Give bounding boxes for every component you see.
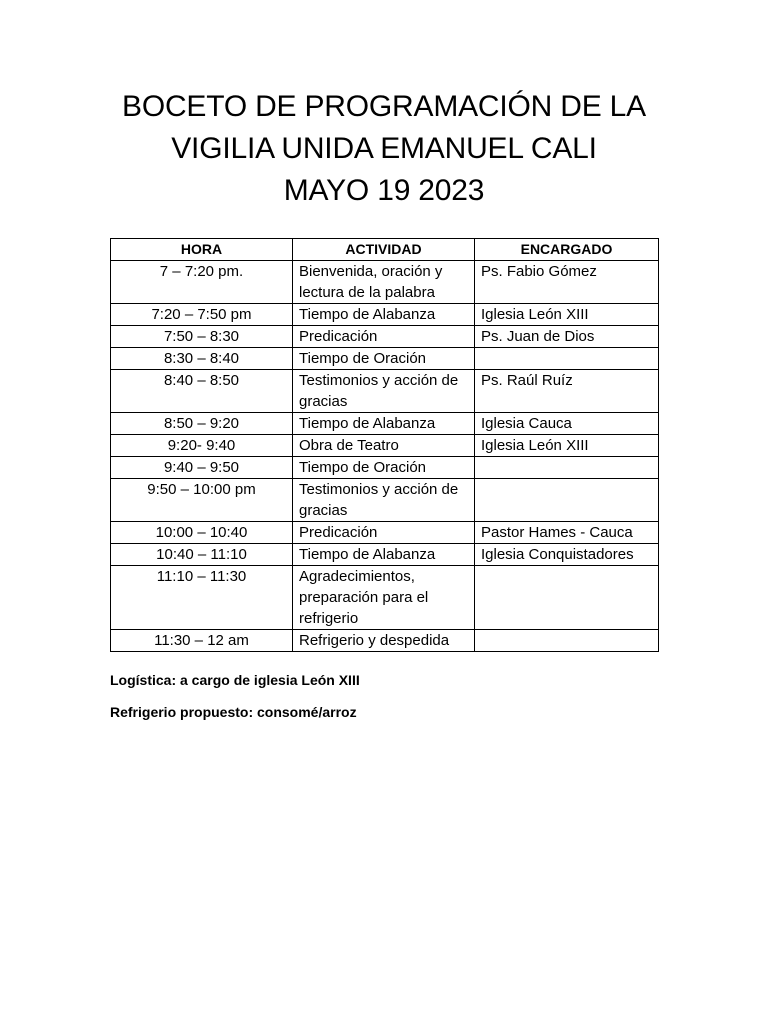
cell-encargado [475,566,659,630]
cell-actividad: Predicación [293,522,475,544]
cell-hora: 10:00 – 10:40 [111,522,293,544]
cell-hora: 7 – 7:20 pm. [111,261,293,304]
cell-actividad: Tiempo de Alabanza [293,304,475,326]
table-row [111,522,659,544]
cell-actividad: Tiempo de Oración [293,457,475,479]
cell-hora: 9:40 – 9:50 [111,457,293,479]
schedule-table [110,238,659,652]
cell-encargado: Iglesia Conquistadores [475,544,659,566]
cell-actividad: Testimonios y acción de gracias [293,370,475,413]
cell-encargado: Ps. Raúl Ruíz [475,370,659,413]
table-row [111,435,659,457]
cell-hora: 7:50 – 8:30 [111,326,293,348]
header-encargado: ENCARGADO [475,239,659,261]
table-row [111,566,659,630]
table-row [111,544,659,566]
cell-actividad: Testimonios y acción de gracias [293,479,475,522]
cell-encargado [475,479,659,522]
cell-actividad: Tiempo de Alabanza [293,544,475,566]
title-line-3: MAYO 19 2023 [283,174,485,207]
cell-hora: 10:40 – 11:10 [111,544,293,566]
table-row [111,304,659,326]
table-row [111,348,659,370]
cell-hora: 8:30 – 8:40 [111,348,293,370]
cell-hora: 9:50 – 10:00 pm [111,479,293,522]
cell-hora: 11:30 – 12 am [111,630,293,652]
cell-hora: 8:50 – 9:20 [111,413,293,435]
cell-encargado [475,630,659,652]
page-title [0,86,768,212]
table-row [111,479,659,522]
cell-actividad: Predicación [293,326,475,348]
header-hora: HORA [111,239,293,261]
cell-actividad: Tiempo de Alabanza [293,413,475,435]
cell-hora: 9:20- 9:40 [111,435,293,457]
cell-actividad: Refrigerio y despedida [293,630,475,652]
cell-actividad: Obra de Teatro [293,435,475,457]
cell-encargado: Ps. Fabio Gómez [475,261,659,304]
table-row [111,370,659,413]
cell-actividad: Bienvenida, oración y lectura de la palabra [293,261,475,304]
cell-actividad: Agradecimientos, preparación para el refrigerio [293,566,475,630]
cell-encargado [475,457,659,479]
cell-encargado [475,348,659,370]
cell-encargado: Iglesia León XIII [475,435,659,457]
table-row [111,261,659,304]
cell-encargado: Ps. Juan de Dios [475,326,659,348]
table-row [111,413,659,435]
table-row [111,630,659,652]
title-line-2: VIGILIA UNIDA EMANUEL CALI [171,132,597,165]
cell-encargado: Iglesia Cauca [475,413,659,435]
cell-encargado: Pastor Hames - Cauca [475,522,659,544]
cell-encargado: Iglesia León XIII [475,304,659,326]
cell-hora: 11:10 – 11:30 [111,566,293,630]
logistica-note: Logística: a cargo de iglesia León XIII [110,672,360,688]
table-row [111,457,659,479]
table-header-row [111,239,659,261]
header-actividad: ACTIVIDAD [293,239,475,261]
cell-actividad: Tiempo de Oración [293,348,475,370]
notes-section [110,670,360,734]
title-line-1: BOCETO DE PROGRAMACIÓN DE LA [122,90,646,123]
cell-hora: 8:40 – 8:50 [111,370,293,413]
refrigerio-note: Refrigerio propuesto: consomé/arroz [110,704,357,720]
table-row [111,326,659,348]
cell-hora: 7:20 – 7:50 pm [111,304,293,326]
